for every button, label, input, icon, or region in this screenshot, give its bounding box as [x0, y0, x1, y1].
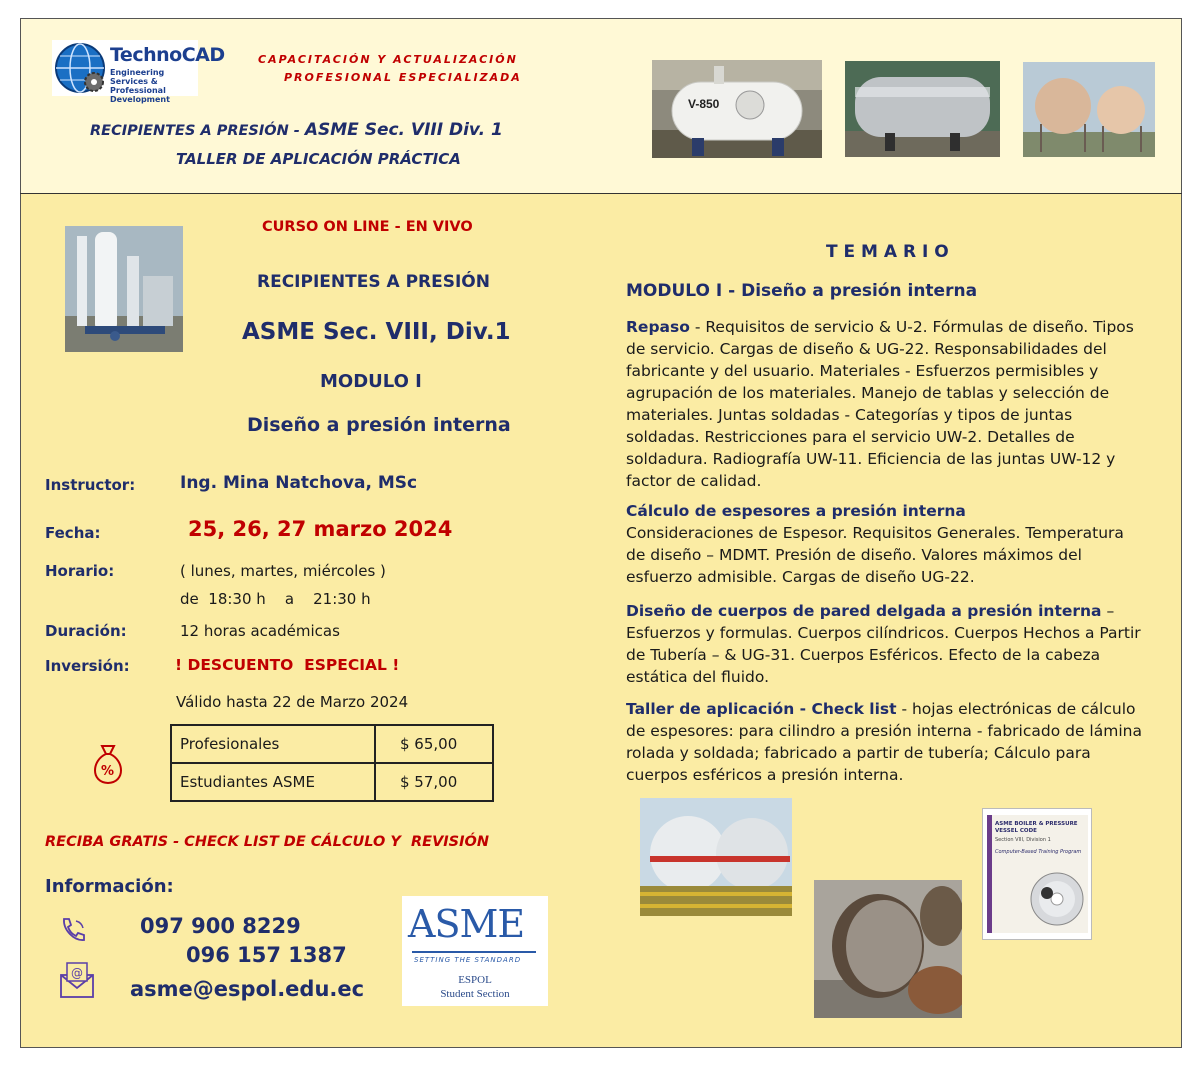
- logo-sub-line1: Engineering Services &: [110, 68, 165, 86]
- temario-section-3: [626, 600, 1146, 688]
- asme-line1: ESPOL: [458, 974, 492, 986]
- svg-text:@: @: [71, 966, 83, 980]
- price-category: Profesionales: [171, 725, 375, 763]
- course-module: MODULO I: [320, 371, 422, 392]
- gas-spheres-photo: [640, 798, 792, 916]
- price-value: $ 57,00: [375, 763, 493, 801]
- tagline-2: PROFESIONAL ESPECIALIZADA: [284, 71, 522, 84]
- book-title: ASME BOILER & PRESSURE VESSEL CODE: [995, 821, 1078, 834]
- header-subtitle: TALLER DE APLICACIÓN PRÁCTICA: [176, 150, 461, 168]
- price-value: $ 65,00: [375, 725, 493, 763]
- discount-label: ! DESCUENTO ESPECIAL !: [175, 656, 400, 674]
- header-title-part2: ASME Sec. VIII Div. 1: [304, 120, 503, 140]
- technocad-logo: [52, 40, 225, 104]
- asme-line2: Student Section: [440, 988, 510, 1000]
- investment-label: Inversión:: [45, 657, 130, 675]
- price-category: Estudiantes ASME: [171, 763, 375, 801]
- bonus-text: RECIBA GRATIS - CHECK LIST DE CÁLCULO Y REVISIÓN: [45, 834, 489, 850]
- temario-section-2: [626, 500, 1146, 588]
- price-table: [170, 724, 494, 802]
- course-title: RECIPIENTES A PRESIÓN: [257, 272, 490, 292]
- email-icon: [58, 961, 96, 1003]
- header-title: [90, 120, 503, 140]
- svg-text:%: %: [101, 764, 115, 779]
- book-program: Computer-Based Training Program: [995, 849, 1082, 855]
- spheres-photo: [1023, 62, 1155, 157]
- temario-section-1: [626, 316, 1146, 492]
- course-mode: CURSO ON LINE - EN VIVO: [262, 219, 473, 235]
- temario-module-title: MODULO I - Diseño a presión interna: [626, 281, 978, 301]
- contact-label: Información:: [45, 876, 174, 897]
- vessel-photo-2: [845, 61, 1000, 157]
- section-text: – Esfuerzos y formulas. Cuerpos cilíndricos. Cuerpos Hechos a Partir de Tubería – & UG-31. Cuerpos Esféricos. Efecto de la cabeza estática del fluido.: [626, 602, 1141, 686]
- phone-icon: [58, 915, 88, 949]
- section-text: - Requisitos de servicio & U-2. Fórmulas de diseño. Tipos de servicio. Cargas de diseño & UG-22. Responsabilidades del fabricante y del usuario. Materiales - Esfuerzos permisibles y agrupación de los materiales. Manejo de tablas y selección de materiales. Juntas soldadas - Categorías y tipos de juntas soldadas. Restricciones para el servicio UW-2. Detalles de soldadura. Radiografía UW-11. Eficiencia de las juntas UW-12 y factor de calidad.: [626, 318, 1134, 490]
- section-text: - hojas electrónicas de cálculo de espesores: para cilindro a presión interna - fabricado de lámina rolada y soldada; fabricado a partir de tubería; Cálculo para cuerpos esféricos a presión interna.: [626, 700, 1142, 784]
- vessel-label: V-850: [688, 97, 720, 111]
- vessel-photo-1: [652, 60, 822, 158]
- duration-value: 12 horas académicas: [180, 622, 340, 640]
- table-row: [171, 725, 493, 763]
- instructor-label: Instructor:: [45, 476, 136, 494]
- pipes-photo: [814, 880, 962, 1018]
- asme-code-book: [982, 808, 1092, 940]
- tagline-1: CAPACITACIÓN Y ACTUALIZACIÓN: [258, 53, 518, 66]
- logo-sub-line2: Professional Development: [110, 86, 170, 104]
- temario-section-4: [626, 698, 1146, 786]
- course-code: ASME Sec. VIII, Div.1: [242, 319, 511, 345]
- logo-subtitle: [110, 68, 198, 104]
- cd-disc-icon: [1029, 871, 1085, 927]
- course-topic: Diseño a presión interna: [247, 414, 511, 436]
- valid-until: Válido hasta 22 de Marzo 2024: [176, 693, 409, 711]
- instructor-name: Ing. Mina Natchova, MSc: [180, 473, 418, 493]
- schedule-label: Horario:: [45, 562, 115, 580]
- schedule-hours: de 18:30 h a 21:30 h: [180, 590, 371, 608]
- header-title-part1: RECIPIENTES A PRESIÓN -: [90, 123, 300, 139]
- contact-email[interactable]: asme@espol.edu.ec: [130, 977, 365, 1001]
- asme-motto: SETTING THE STANDARD: [414, 956, 522, 964]
- money-bag-icon: [88, 740, 128, 790]
- temario-heading: T E M A R I O: [826, 242, 949, 262]
- section-text: Consideraciones de Espesor. Requisitos Generales. Temperatura de diseño – MDMT. Presión de diseño. Valores máximos del esfuerzo admisible. Cargas de diseño UG-22.: [626, 524, 1124, 586]
- asme-logo-name: ASME: [408, 902, 525, 946]
- section-title: Cálculo de espesores a presión interna: [626, 502, 966, 520]
- schedule-days: ( lunes, martes, miércoles ): [180, 562, 386, 580]
- section-title: Taller de aplicación - Check list: [626, 700, 897, 718]
- plant-photo: [65, 226, 183, 352]
- asme-logo: [402, 896, 548, 1006]
- section-title: Diseño de cuerpos de pared delgada a presión interna: [626, 602, 1102, 620]
- book-sub: Section VIII, Division 1: [995, 837, 1051, 843]
- duration-label: Duración:: [45, 622, 127, 640]
- course-date: 25, 26, 27 marzo 2024: [188, 517, 453, 541]
- globe-gear-icon: [52, 40, 110, 96]
- phone-number-1[interactable]: 097 900 8229: [140, 914, 301, 938]
- table-row: [171, 763, 493, 801]
- date-label: Fecha:: [45, 524, 101, 542]
- header-divider: [20, 193, 1182, 194]
- phone-number-2[interactable]: 096 157 1387: [186, 943, 347, 967]
- section-title: Repaso: [626, 318, 690, 336]
- logo-name: TechnoCAD: [110, 44, 225, 66]
